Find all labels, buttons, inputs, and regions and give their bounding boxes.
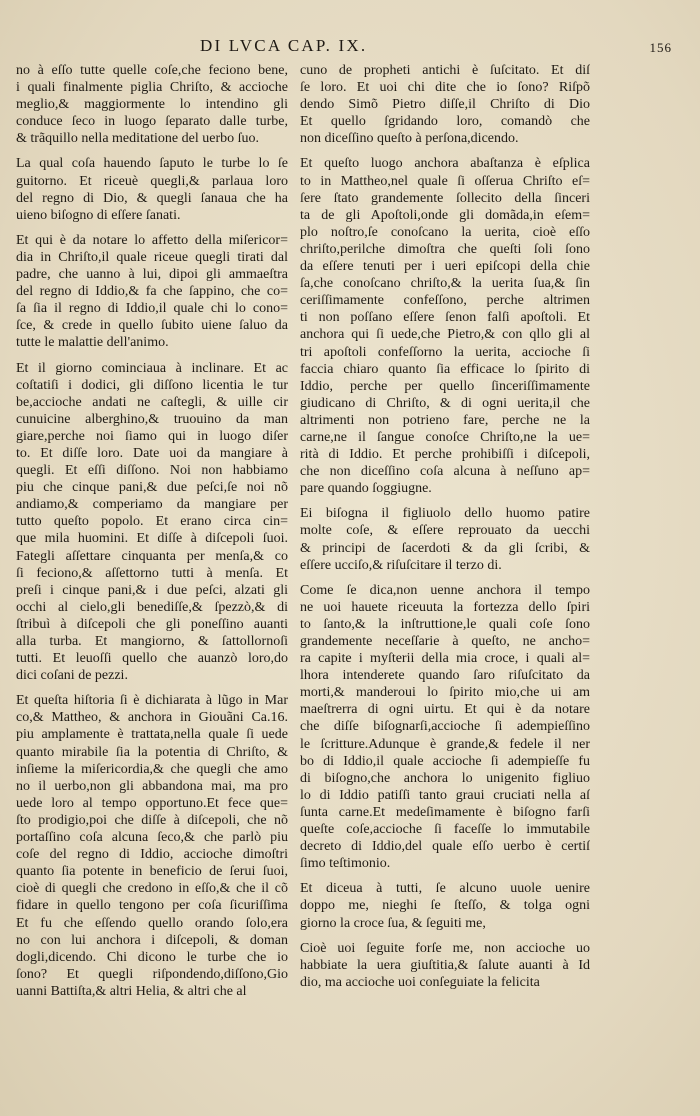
text-line: i quali finalmente piglia Chriſto, & accioche xyxy=(16,80,288,96)
text-line: padre, che uanno à lui, dipoi gli ammaeſtra xyxy=(16,267,288,283)
text-line: & trãquillo nella meditatione del uerbo ſuo. xyxy=(16,131,259,147)
text-line: que mila huomini. Et diſſe à diſcepoli ſuoi. xyxy=(16,531,288,547)
text-line: Iddio, perche per quello ſinceriſſimamente xyxy=(300,378,590,394)
text-line: ſere ſtato grandemente ſollecito della ſinceri xyxy=(300,190,590,206)
text-line: occhi al cielo,gli benediſſe,& ſpezzò,& di xyxy=(16,599,288,615)
text-line: dici coſani de pezzi. xyxy=(16,668,128,684)
text-line: Fategli aſſettare cinquanta per menſa,& co xyxy=(16,548,288,564)
text-line: Et il giorno cominciaua à inclinare. Et ac xyxy=(16,360,288,376)
text-line: plo noſtro,ſe conoſcano la uerita, cioè eſſo xyxy=(300,224,590,240)
right-paragraph xyxy=(300,505,590,573)
text-line: ſono? Et quegli riſpondendo,diſſono,Gio xyxy=(16,966,288,982)
text-line: grandemente neceſſarie à queſto, ne ancho= xyxy=(300,634,590,649)
text-line: Et diceua à tutti, ſe alcuno uuole uenire xyxy=(300,881,590,897)
text-line: le ſcritture.Adunque è grande,& fedele il ner xyxy=(300,736,590,752)
text-line: ſimo teſtimonio. xyxy=(300,856,391,872)
text-line: dogli,dicendo. Chi dicono le turbe che io xyxy=(16,949,288,965)
text-line: giudicano di Chriſto, & di ogni uerita,il che xyxy=(300,395,590,411)
text-line: ſto prodigio,poi che diſſe à diſcepoli, che nõ xyxy=(16,812,288,828)
left-paragraph xyxy=(16,155,288,223)
text-line: coſtatiſi i dodici, gli diſſono licentia le tur xyxy=(16,377,288,393)
text-line: ta de gli Apoſtoli,onde gli domãda,in eſem= xyxy=(300,207,590,223)
text-line: eſſere ucciſo,& riſuſcitare il terzo di. xyxy=(300,557,502,573)
text-line: dia in Chriſto,il quale riceue quegli tirati dal xyxy=(16,249,288,265)
text-line: ceriſſimamente confeſſono, perche altrimen xyxy=(300,293,590,309)
right-paragraph xyxy=(300,155,590,497)
text-line: rità di Iddio. Et perche prohibiſſi i diſcepoli, xyxy=(300,447,590,463)
text-line: no con lui anchora i diſcepoli, & doman xyxy=(16,932,288,948)
text-line: lo di Iddio patiſſi tanto graui cruciati nella aſ xyxy=(300,787,590,803)
text-line: portaſſino coſa alcuna ſeco,& che parlò piu xyxy=(16,830,288,846)
left-paragraph xyxy=(16,692,288,1000)
text-line: ſce, & crede in quello ſubito uiene ſaluo da xyxy=(16,318,288,334)
page-header xyxy=(0,36,700,62)
text-line: morti,& manderoui lo ſpirito mio,che ui am xyxy=(300,685,590,701)
text-line: giorno la croce ſua, & ſeguiti me, xyxy=(300,915,486,931)
text-line: habbiate la uera giuſtitia,& ſalute auanti à Id xyxy=(300,957,590,973)
text-line: pare quando ſoggiugne. xyxy=(300,481,432,497)
text-line: guitorno. Et riceuè quegli,& parlaua loro xyxy=(16,173,288,189)
text-line: lhora intenderete quando ſaro riſuſcitato da xyxy=(300,668,590,684)
left-column xyxy=(16,62,288,1082)
text-line: molte coſe, & eſſere reprouato da uecchi xyxy=(300,523,590,539)
text-line: quegli. Et eſſi diſſono. Noi non habbiamo xyxy=(16,463,288,479)
text-line: faccia chiaro quanto ſia efficace lo ſpirito di xyxy=(300,361,590,377)
text-line: piu amplamente è trattata,nella quale ſi uede xyxy=(16,727,288,743)
text-line: del regno di Iddio,& fa che ſappino, che co= xyxy=(16,284,288,300)
text-line: conduce ſeco in luogo ſeparato dalle turbe, xyxy=(16,114,288,130)
text-line: tutti. Et leuoſſi quello che auanzò loro,do xyxy=(16,651,288,667)
text-line: tutto queſto popolo. Et erano circa cin= xyxy=(16,514,288,530)
right-paragraph xyxy=(300,940,590,991)
text-line: da eſſere tenuti per i ueri epiſcopi della chie xyxy=(300,259,590,275)
text-line: Et queſta hiſtoria ſi è dichiarata à lũgo in Mar xyxy=(16,693,288,709)
text-line: ſa,che conoſcano chriſto,& la uerita ſua,& ſin xyxy=(300,276,590,292)
text-line: quanto mirabile ſia la potentia di Chriſto, & xyxy=(16,744,288,760)
right-paragraph xyxy=(300,62,590,147)
text-line: cunuicine alberghino,& truouino da man xyxy=(16,411,288,427)
text-line: no il uerbo,non gli abbandona mai, ma pro xyxy=(16,778,288,794)
text-line: uanni Battiſta,& altri Helia, & altri che al xyxy=(16,983,247,999)
text-line: co,& Mattheo, & anchora in Giouãni Ca.16. xyxy=(16,710,288,726)
text-line: no à eſſo tutte quelle coſe,che feciono bene, xyxy=(16,63,288,78)
text-line: to. Et diſſe loro. Date uoi da mangiare à xyxy=(16,445,288,461)
text-line: La qual coſa hauendo ſaputo le turbe lo ſe xyxy=(16,156,288,172)
text-line: di biſogno,che anchora lo unigenito figliuo xyxy=(300,770,590,786)
text-line: inſieme la miſericordia,& che quegli che amo xyxy=(16,761,288,777)
text-line: dendo Simõ Pietro diſſe,il Chriſto di Dio xyxy=(300,97,590,113)
text-line: ne uoi hauete riceuuta la fortezza dello ſpiri xyxy=(300,599,590,615)
left-paragraph xyxy=(16,360,288,685)
text-line: to ſanto,& la inſtruttione,le quali coſe ſono xyxy=(300,616,590,632)
text-line: alla turba. Et mangiorno, & ſattollornoſi xyxy=(16,634,288,649)
text-line: queſte coſe,accioche ſi faceſſe lo immutabile xyxy=(300,822,590,838)
text-line: altrimenti non potrieno fare, perche ne la xyxy=(300,412,590,428)
text-line: non diceſſino queſto à perſona,dicendo. xyxy=(300,131,519,147)
left-paragraph xyxy=(16,232,288,352)
text-line: ſi feciono,& aſſettorno tutti à menſa. Et xyxy=(16,565,288,581)
text-line: Et queſto luogo anchora abaſtanza è eſplica xyxy=(300,156,590,172)
text-line: Et fu che eſſendo quello orando ſolo,era xyxy=(16,915,288,931)
text-line: cioè di quegli che credono in eſſo,& che il cõ xyxy=(16,881,288,897)
right-paragraph xyxy=(300,880,590,931)
text-line: andiamo,& comperiamo da mangiare per xyxy=(16,497,288,513)
text-line: uede loro al tempo opportuno.Et fece que= xyxy=(16,795,288,811)
text-line: Cioè uoi ſeguite forſe me, non accioche uo xyxy=(300,940,590,956)
text-line: tutte le malattie dell'animo. xyxy=(16,335,169,351)
text-line: ſunta carne.Et medeſimamente è biſogno farſi xyxy=(300,804,590,820)
text-line: Et quello ſgridando loro, comandò che xyxy=(300,114,590,130)
text-line: quanto ſia potente in beneficio de ſerui ſuoi, xyxy=(16,864,288,880)
text-line: & principi de ſacerdoti & da gli ſcribi, & xyxy=(300,540,590,556)
text-line: Come ſe dica,non uenne anchora il tempo xyxy=(300,582,590,598)
text-line: doppo me, nieghi ſe ſteſſo, & tolga ogni xyxy=(300,898,590,914)
left-paragraph xyxy=(16,62,288,147)
text-line: maeſtrerra di ogni uirtu. Et qui è da notare xyxy=(300,702,590,718)
text-line: ſe loro. Et uoi chi dite che io ſono? Riſpõ xyxy=(300,80,590,96)
text-line: anchora qui ſi uede,che Pietro,& con qllo gli al xyxy=(300,327,590,343)
text-line: fidare in quello tengono per coſa ſicuriſſima xyxy=(16,898,288,914)
text-line: carne,ne il ſangue conoſce Chriſto,ne la ue= xyxy=(300,429,590,445)
text-line: bo di Iddio,il quale accioche ſi adempieſſe fu xyxy=(300,753,590,769)
text-line: preſi i cinque pani,& i due peſci, alzati gli xyxy=(16,582,288,598)
text-line: decreto di Iddio,del quale eſſo uerbo è certiſ xyxy=(300,839,590,855)
text-line: giare,perche noi ſiamo qui in luogo diſer xyxy=(16,428,288,444)
text-line: uieno biſogno di eſſere ſanati. xyxy=(16,207,181,223)
text-line: coſe del regno di Iddio, accioche dimoſtri xyxy=(16,847,288,863)
right-paragraph xyxy=(300,582,590,873)
text-line: ra capite i myſterii della mia croce, i quali al= xyxy=(300,651,590,667)
text-line: be,accioche andati ne caſtegli, & uille cir xyxy=(16,394,288,410)
text-line: meglio,& maggiormente lo intendino gli xyxy=(16,97,288,113)
page-number: 156 xyxy=(649,40,672,55)
text-line: dio, ma accioche uoi conſeguiate la felicita xyxy=(300,974,540,990)
text-line: piu che cinque pani,& due peſci,ſe noi nõ xyxy=(16,480,288,496)
text-line: ſtribuì à diſcepoli che gli poneſſino auanti xyxy=(16,616,288,632)
text-line: ſa ſia il regno di Iddio,il quale chi lo cono= xyxy=(16,301,288,317)
right-column xyxy=(300,62,590,1082)
text-line: tri apoſtoli confeſſorno la uerita, accioche ſi xyxy=(300,344,590,360)
text-line: to in Mattheo,nel quale ſi oſſerua Chriſto eſ= xyxy=(300,173,590,189)
text-line: che non diceſſino coſa alcuna à neſſuno ap= xyxy=(300,464,590,480)
text-line: ti non poſſano eſſere ſenon falſi apoſtoli. Et xyxy=(300,310,590,326)
text-line: cuno de propheti antichi è ſuſcitato. Et diſ xyxy=(300,63,590,78)
running-head: DI LVCA CAP. IX. xyxy=(200,36,368,55)
text-line: chriſto,perilche dimoſtra che queſti ſoli ſono xyxy=(300,241,590,257)
text-line: che diſſe biſognarſi,accioche ſi adempieſſino xyxy=(300,719,590,735)
text-line: Ei biſogna il figliuolo dello huomo patire xyxy=(300,506,590,522)
text-line: del regno di Dio, & quegli ſanaua che ha xyxy=(16,190,288,206)
text-line: Et qui è da notare lo affetto della miſericor= xyxy=(16,232,288,248)
